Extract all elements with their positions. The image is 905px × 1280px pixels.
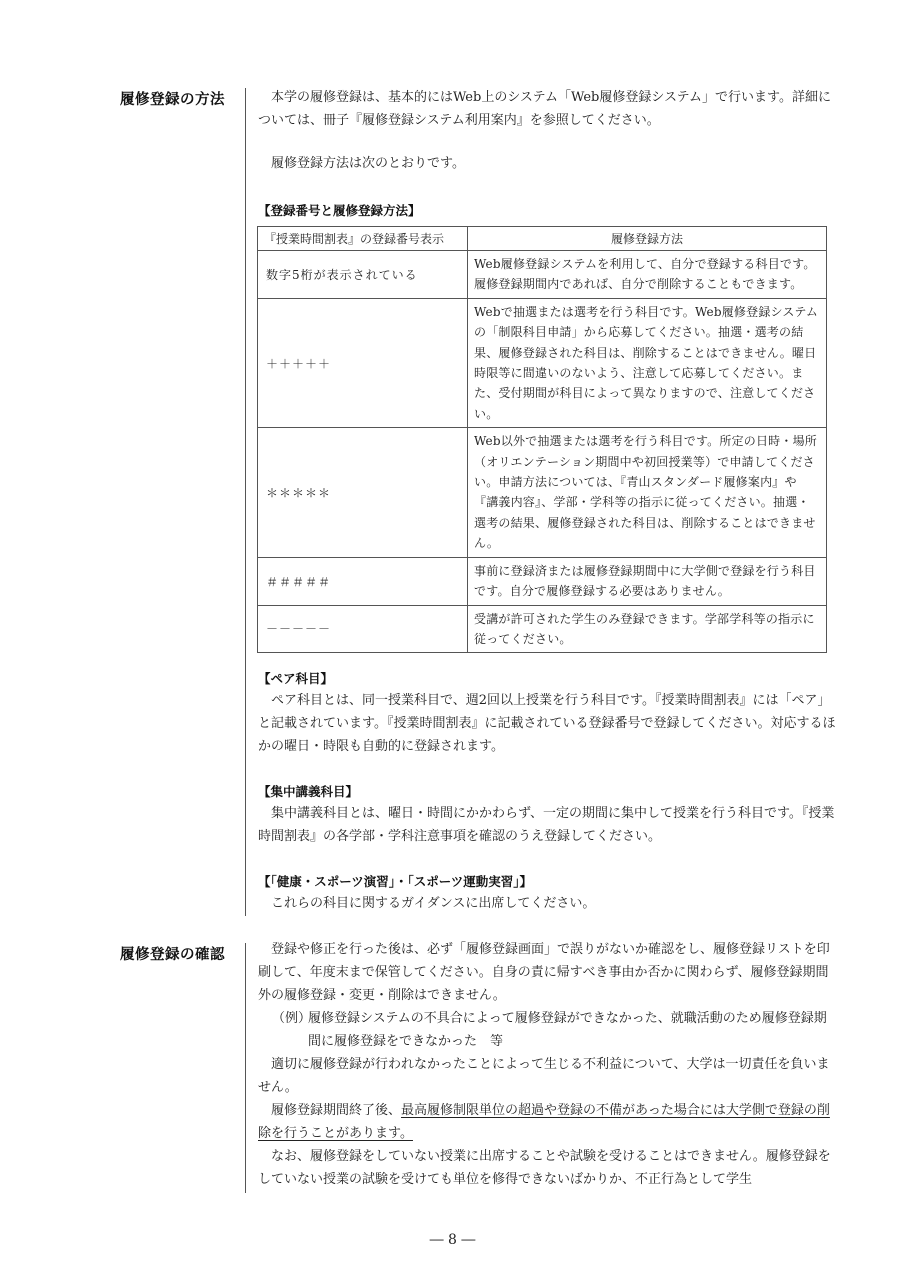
confirm-paragraph-4: なお、履修登録をしていない授業に出席することや試験を受けることはできません。履修登録をしていない授業の試験を受けても単位を修得できないばかりか、不正行為として学生 xyxy=(258,1149,831,1187)
section-divider-line xyxy=(245,88,246,916)
table-cell-method: 受講が許可された学生のみ登録できます。学部学科等の指示に従ってください。 xyxy=(468,605,827,653)
intro-paragraph: 本学の履修登録は、基本的にはWeb上のシステム「Web履修登録システム」で行います。詳細については、冊子『履修登録システム利用案内』を参照してください。 xyxy=(258,90,831,128)
confirm-paragraph-3 xyxy=(258,1099,836,1145)
table-cell-method: 事前に登録済または履修登録期間中に大学側で登録を行う科目です。自分で履修登録する必要はありません。 xyxy=(468,557,827,605)
section-title-registration-method: 履修登録の方法 xyxy=(120,92,225,108)
registration-code-table xyxy=(257,226,827,653)
table-heading: 【登録番号と履修登録方法】 xyxy=(258,203,421,218)
table-cell-code: ＃＃＃＃＃ xyxy=(258,557,468,605)
section-title-registration-confirmation: 履修登録の確認 xyxy=(120,947,225,963)
confirm-paragraph-3-lead: 履修登録期間終了後、 xyxy=(271,1103,402,1118)
table-cell-method: Web履修登録システムを利用して、自分で登録する科目です。履修登録期間内であれば、自分で削除することもできます。 xyxy=(468,251,827,299)
section-divider-line xyxy=(245,943,246,1193)
pair-subject-body: ペア科目とは、同一授業科目で、週2回以上授業を行う科目です。『授業時間割表』には「ペア」と記載されています。『授業時間割表』に記載されている登録番号で登録してください。対応するほかの曜日・時限も自動的に登録されます。 xyxy=(258,693,836,754)
example-text: 履修登録システムの不具合によって履修登録ができなかった、就職活動のため履修登録期間に履修登録をできなかった 等 xyxy=(308,1011,827,1049)
pair-subject-heading: 【ペア科目】 xyxy=(258,671,334,686)
sports-course-body: これらの科目に関するガイダンスに出席してください。 xyxy=(271,896,596,911)
intensive-course-heading: 【集中講義科目】 xyxy=(258,784,359,799)
confirm-paragraph-1: 登録や修正を行った後は、必ず「履修登録画面」で誤りがないか確認をし、履修登録リストを印刷して、年度末まで保管してください。自身の責に帰すべき事由か否かに関わらず、履修登録期間外の履修登録・変更・削除はできません。 xyxy=(258,942,830,1003)
table-cell-code: ＊＊＊＊＊ xyxy=(258,428,468,557)
table-header-method: 履修登録方法 xyxy=(468,227,827,251)
table-cell-method: Webで抽選または選考を行う科目です。Web履修登録システムの「制限科目申請」から応募してください。抽選・選考の結果、履修登録された科目は、削除することはできません。曜日時限等に間違いのないよう、注意して応募してください。また、受付期間が科目によって異なりますので、注意してください。 xyxy=(468,298,827,427)
page-number: ― 8 ― xyxy=(429,1232,476,1248)
intensive-course-body: 集中講義科目とは、曜日・時間にかかわらず、一定の期間に集中して授業を行う科目です。『授業時間割表』の各学部・学科注意事項を確認のうえ登録してください。 xyxy=(258,806,835,844)
table-row xyxy=(258,557,827,605)
example-label: （例） xyxy=(272,1011,312,1026)
sports-course-heading: 【「健康・スポーツ演習」・「スポーツ運動実習」】 xyxy=(258,874,533,889)
table-row xyxy=(258,298,827,427)
table-cell-code: 数字5桁が表示されている xyxy=(258,251,468,299)
table-header-row xyxy=(258,227,827,251)
table-header-code: 『授業時間割表』の登録番号表示 xyxy=(258,227,468,251)
intro-paragraph-2: 履修登録方法は次のとおりです。 xyxy=(271,156,465,171)
table-row xyxy=(258,251,827,299)
table-cell-method: Web以外で抽選または選考を行う科目です。所定の日時・場所（オリエンテーション期間中や初回授業等）で申請してください。申請方法については、『青山スタンダード履修案内』や『講義内容』、学部・学科等の指示に従ってください。抽選・選考の結果、履修登録された科目は、削除することはできません。 xyxy=(468,428,827,557)
confirm-paragraph-3-underlined: 最高履修制限単位の超過や登録の不備があった場合には大学側で登録の削除を行うことがあります。 xyxy=(258,1103,830,1141)
table-cell-code: －－－－－ xyxy=(258,605,468,653)
table-row xyxy=(258,428,827,557)
confirm-paragraph-2: 適切に履修登録が行われなかったことによって生じる不利益について、大学は一切責任を負いません。 xyxy=(258,1057,830,1095)
table-row xyxy=(258,605,827,653)
table-cell-code: ＋＋＋＋＋ xyxy=(258,298,468,427)
